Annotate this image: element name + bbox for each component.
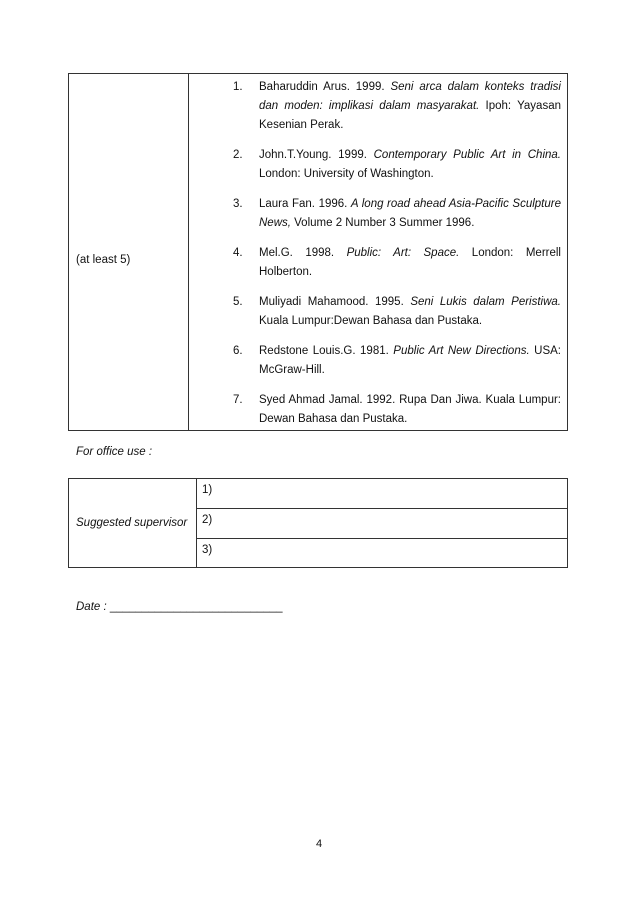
reference-publisher: London: Merrell Holberton.: [259, 247, 561, 278]
date-field: [76, 601, 283, 613]
reference-publisher: USA: McGraw-Hill.: [259, 345, 561, 376]
reference-item: [233, 146, 561, 184]
supervisor-slot-1[interactable]: [197, 479, 567, 509]
reference-number: 3.: [233, 198, 243, 210]
reference-text: Baharuddin Arus. 1999.: [259, 81, 391, 93]
suggested-supervisor-label: Suggested supervisor: [76, 517, 188, 529]
reference-item: [233, 78, 561, 135]
column-divider: [188, 74, 189, 430]
date-blank[interactable]: ___________________________: [109, 601, 283, 613]
reference-number: 6.: [233, 345, 243, 357]
reference-number: 5.: [233, 296, 243, 308]
page-number: 4: [315, 838, 323, 850]
reference-number: 1.: [233, 81, 243, 93]
reference-item: [233, 244, 561, 282]
reference-number: 7.: [233, 394, 243, 406]
supervisor-slot-3[interactable]: [197, 539, 567, 569]
slot-number: 1): [202, 484, 213, 496]
reference-publisher: London: University of Washington.: [259, 168, 434, 180]
reference-title: Public Art New Directions.: [393, 345, 530, 357]
office-use-label: For office use :: [76, 446, 153, 458]
reference-text: Laura Fan. 1996.: [259, 198, 351, 210]
reference-item: [233, 342, 561, 380]
reference-title: Seni arca dalam konteks tradisi dan moden: implikasi dalam masyarakat.: [259, 81, 561, 112]
reference-publisher: Kuala Lumpur:Dewan Bahasa dan Pustaka.: [259, 315, 483, 327]
slot-number: 3): [202, 544, 213, 556]
reference-publisher: Volume 2 Number 3 Summer 1996.: [290, 217, 475, 229]
reference-text: Syed Ahmad Jamal. 1992. Rupa Dan Jiwa. Kuala Lumpur: Dewan Bahasa dan Pustaka.: [259, 394, 561, 425]
reference-publisher: Ipoh: Yayasan Kesenian Perak.: [259, 100, 561, 131]
reference-title: Seni Lukis dalam Peristiwa.: [410, 296, 561, 308]
reference-item: [233, 391, 561, 429]
reference-title: Public: Art: Space.: [346, 247, 460, 259]
slot-number: 2): [202, 514, 213, 526]
supervisor-table: [68, 478, 568, 568]
reference-title: A long road ahead Asia-Pacific Sculpture News,: [259, 198, 561, 229]
reference-text: Muliyadi Mahamood. 1995.: [259, 296, 411, 308]
reference-title: Contemporary Public Art in China.: [373, 149, 561, 161]
date-label: Date :: [76, 601, 107, 613]
references-table: [68, 73, 568, 431]
reference-item: [233, 293, 561, 331]
reference-number: 2.: [233, 149, 243, 161]
reference-text: Mel.G. 1998.: [259, 247, 347, 259]
reference-list: [233, 78, 561, 440]
reference-text: John.T.Young. 1999.: [259, 149, 374, 161]
reference-number: 4.: [233, 247, 243, 259]
reference-text: Redstone Louis.G. 1981.: [259, 345, 394, 357]
references-label: (at least 5): [76, 254, 131, 266]
supervisor-slot-2[interactable]: [197, 509, 567, 539]
reference-item: [233, 195, 561, 233]
